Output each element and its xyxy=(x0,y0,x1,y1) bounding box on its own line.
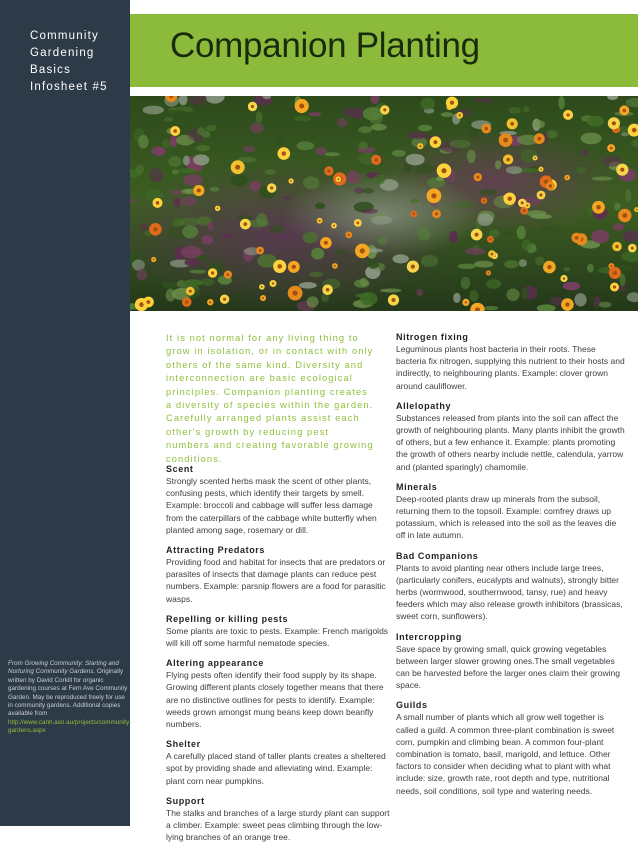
bloom-center xyxy=(147,300,151,304)
leaf-shape xyxy=(296,141,314,150)
bloom-center xyxy=(412,213,414,215)
leaf-shape xyxy=(201,278,214,286)
leaf-shape xyxy=(480,189,498,196)
leaf-shape xyxy=(311,248,324,260)
leaf-shape xyxy=(337,118,347,127)
leaf-shape xyxy=(206,125,217,131)
bloom-center xyxy=(337,178,339,180)
bloom-center xyxy=(243,222,247,226)
leaf-shape xyxy=(164,117,173,122)
leaf-shape xyxy=(250,181,261,191)
section-bad-companions xyxy=(396,550,626,623)
leaf-shape xyxy=(418,227,431,240)
bloom-center xyxy=(383,108,386,111)
bloom-center xyxy=(508,197,512,201)
sidebar xyxy=(0,0,130,826)
leaf-shape xyxy=(184,259,199,266)
leaf-shape xyxy=(256,111,263,123)
bloom-center xyxy=(153,227,157,231)
leaf-shape xyxy=(495,160,501,169)
bloom-center xyxy=(173,129,177,133)
leaf-shape xyxy=(406,154,425,166)
section-body: A small number of plants which all grow well together is called a guild. A common three-plant combination is sweet corn, pumpkin and climbing bean. A common four-plant combination is tomato, basil, marigold, and lettuce. Other factors to consider when deciding what to plant with what include: size, growth rate, root depth and type, nutritional needs, soil conditions, soil type and watering needs. xyxy=(396,711,626,796)
leaf-shape xyxy=(182,225,198,238)
bloom-center xyxy=(324,241,328,245)
leaf-shape xyxy=(563,282,580,291)
leaf-shape xyxy=(140,224,148,231)
section-heading: Support xyxy=(166,795,391,807)
leaf-shape xyxy=(162,139,170,148)
bloom-center xyxy=(476,176,479,179)
bloom-center xyxy=(563,277,566,280)
leaf-shape xyxy=(418,125,432,132)
leaf-shape xyxy=(174,198,180,208)
bloom-center xyxy=(348,234,350,236)
leaf-shape xyxy=(179,218,200,226)
leaf-shape xyxy=(303,176,320,189)
leaf-shape xyxy=(138,135,148,149)
bloom-center xyxy=(189,290,192,293)
leaf-shape xyxy=(621,132,629,136)
leaf-shape xyxy=(449,231,458,243)
bloom-center xyxy=(185,300,188,303)
section-heading: Intercropping xyxy=(396,631,626,643)
flower-garden-photo xyxy=(130,96,638,311)
section-repelling-pests xyxy=(166,613,391,649)
leaf-shape xyxy=(592,177,613,181)
credit-link[interactable]: http://www.canh.asn.au/projects/community-gardens.aspx xyxy=(8,719,128,736)
bloom-center xyxy=(319,220,321,222)
bloom-center xyxy=(360,248,365,253)
section-body: Some plants are toxic to pests. Example: French marigolds will kill off some harmful nematode species. xyxy=(166,625,391,649)
leaf-shape xyxy=(196,145,210,152)
bloom-center xyxy=(610,147,613,150)
bloom-center xyxy=(334,265,336,267)
leaf-shape xyxy=(410,199,419,204)
bloom-center xyxy=(272,282,274,284)
bloom-center xyxy=(485,127,488,130)
bloom-center xyxy=(539,193,542,196)
bloom-center xyxy=(217,207,219,209)
leaf-shape xyxy=(474,98,494,102)
leaf-shape xyxy=(371,216,392,225)
bloom-center xyxy=(523,209,526,212)
leaf-shape xyxy=(282,196,292,200)
page-title: Companion Planting xyxy=(170,26,480,66)
leaf-shape xyxy=(166,110,185,114)
section-heading: Guilds xyxy=(396,699,626,711)
leaf-shape xyxy=(335,249,348,255)
leaf-shape xyxy=(343,107,365,117)
leaf-shape xyxy=(393,254,409,263)
section-body: The stalks and branches of a large sturdy plant can support a climber. Example: sweet peas climbing through the low-lying branches of an orange tree. xyxy=(166,807,391,844)
leaf-shape xyxy=(243,146,255,153)
credit-note xyxy=(8,660,128,736)
bloom-center xyxy=(223,298,226,301)
section-heading: Nitrogen fixing xyxy=(396,331,626,343)
bloom-center xyxy=(613,271,617,275)
leaf-shape xyxy=(522,239,531,250)
leaf-shape xyxy=(185,189,191,193)
leaf-shape xyxy=(467,150,476,164)
leaf-shape xyxy=(613,223,624,230)
bloom-center xyxy=(565,302,569,306)
series-title xyxy=(30,28,125,96)
leaf-shape xyxy=(132,260,145,271)
leaf-shape xyxy=(180,197,197,206)
section-body: A carefully placed stand of taller plants creates a sheltered spot by providing shade and alleviating wind. Example: plant corn near pumpkins. xyxy=(166,750,391,787)
leaf-shape xyxy=(461,277,471,289)
leaf-shape xyxy=(168,156,181,167)
leaf-shape xyxy=(325,152,340,156)
leaf-shape xyxy=(421,98,435,110)
bloom-center xyxy=(433,140,437,144)
section-heading: Allelopathy xyxy=(396,400,626,412)
bloom-center xyxy=(197,189,201,193)
bloom-center xyxy=(459,114,461,116)
leaf-shape xyxy=(454,202,474,209)
leaf-shape xyxy=(183,156,190,166)
leaf-shape xyxy=(358,126,372,133)
leaf-shape xyxy=(465,248,486,255)
bloom-center xyxy=(465,301,467,303)
bloom-center xyxy=(636,209,638,211)
bloom-center xyxy=(282,151,286,155)
leaf-shape xyxy=(474,261,494,268)
bloom-center xyxy=(211,271,214,274)
section-guilds xyxy=(396,699,626,796)
leaf-shape xyxy=(309,112,322,116)
leaf-shape xyxy=(303,232,318,244)
leaf-shape xyxy=(150,168,163,182)
section-body: Flying pests often identify their food supply by its shape. Growing different plants closely together means that there are no distinctive outlines for pests to identify. Example: weeds grown amongst mung beans keep down beanfly numbers. xyxy=(166,669,391,730)
leaf-shape xyxy=(315,202,325,209)
leaf-shape xyxy=(250,123,264,134)
leaf-shape xyxy=(421,255,438,267)
leaf-shape xyxy=(136,269,147,281)
bloom-center xyxy=(261,286,263,288)
bloom-center xyxy=(615,245,618,248)
bloom-center xyxy=(488,272,490,274)
section-intercropping xyxy=(396,631,626,692)
leaf-shape xyxy=(582,150,588,156)
leaf-shape xyxy=(358,141,368,149)
leaf-shape xyxy=(231,175,248,186)
leaf-shape xyxy=(502,232,517,236)
bloom-center xyxy=(526,204,528,206)
leaf-shape xyxy=(477,213,493,226)
bloom-center xyxy=(632,128,637,133)
bloom-center xyxy=(153,259,155,261)
section-scent xyxy=(166,463,391,536)
leaf-shape xyxy=(449,140,471,149)
bloom-center xyxy=(435,212,438,215)
leaf-shape xyxy=(623,230,638,241)
leaf-shape xyxy=(361,209,378,214)
leaf-shape xyxy=(277,135,283,146)
leaf-shape xyxy=(453,293,460,303)
bloom-center xyxy=(613,285,616,288)
section-support xyxy=(166,795,391,844)
bloom-center xyxy=(623,109,627,113)
bloom-center xyxy=(510,122,514,126)
bloom-center xyxy=(450,101,454,105)
bloom-center xyxy=(566,113,569,116)
bloom-center xyxy=(610,265,612,267)
leaf-shape xyxy=(506,166,522,174)
leaf-shape xyxy=(143,106,164,115)
section-body: Deep-rooted plants draw up minerals from the subsoil, returning them to the topsoil. Example: comfrey draws up potassium, which is released into the soil as the leaves die off in late autumn. xyxy=(396,493,626,542)
leaf-shape xyxy=(587,116,604,127)
leaf-shape xyxy=(408,132,427,139)
leaf-shape xyxy=(162,281,177,289)
leaf-shape xyxy=(355,293,372,298)
bloom-center xyxy=(299,104,304,109)
leaf-shape xyxy=(202,235,214,244)
bloom-center xyxy=(251,105,254,108)
leaf-shape xyxy=(315,147,326,155)
section-body: Save space by growing small, quick growing vegetables between larger slower growing ones.The small vegetables can be harvested before the larger ones claim their growing space. xyxy=(396,643,626,692)
series-line: Community xyxy=(30,28,125,45)
leaf-shape xyxy=(519,259,527,267)
right-column xyxy=(396,331,626,805)
section-heading: Repelling or killing pests xyxy=(166,613,391,625)
bloom-center xyxy=(566,177,568,179)
leaf-shape xyxy=(517,226,526,240)
leaf-shape xyxy=(256,213,267,226)
leaf-shape xyxy=(378,236,388,245)
section-heading: Bad Companions xyxy=(396,550,626,562)
leaf-shape xyxy=(193,154,209,165)
bloom-center xyxy=(506,158,510,162)
leaf-shape xyxy=(415,164,435,174)
bloom-center xyxy=(620,168,624,172)
leaf-shape xyxy=(504,260,518,268)
section-heading: Shelter xyxy=(166,738,391,750)
leaf-shape xyxy=(625,189,631,202)
bloom-center xyxy=(575,236,579,240)
leaf-shape xyxy=(172,169,179,174)
leaf-shape xyxy=(521,288,528,300)
leaf-shape xyxy=(208,221,215,230)
bloom-center xyxy=(503,138,508,143)
bloom-center xyxy=(419,145,421,147)
leaf-shape xyxy=(558,96,564,109)
section-attracting-predators xyxy=(166,544,391,605)
bloom-center xyxy=(540,168,542,170)
leaf-shape xyxy=(178,168,195,173)
section-heading: Minerals xyxy=(396,481,626,493)
series-line: Infosheet #5 xyxy=(30,79,125,96)
leaf-shape xyxy=(523,106,530,112)
leaf-shape xyxy=(371,124,387,131)
bloom-center xyxy=(392,298,396,302)
bloom-center xyxy=(374,158,378,162)
bloom-center xyxy=(491,253,494,256)
bloom-center xyxy=(262,297,264,299)
bloom-center xyxy=(534,157,536,159)
leaf-shape xyxy=(346,171,361,184)
leaf-shape xyxy=(484,306,499,310)
leaf-shape xyxy=(183,174,202,185)
section-heading: Altering appearance xyxy=(166,657,391,669)
leaf-shape xyxy=(469,290,478,302)
intro-paragraph: It is not normal for any living thing to grow in isolation, or in contact with only others of the same kind. Diversity and interconnection are basic ecological principles. Companion planting creates a diversity of species within the garden. Carefully arranged plants assist each other's growth by reducing pest numbers and creating favorable growing conditions. xyxy=(166,332,376,466)
leaf-shape xyxy=(221,233,231,238)
section-heading: Attracting Predators xyxy=(166,544,391,556)
leaf-shape xyxy=(574,293,586,306)
leaf-shape xyxy=(458,264,476,269)
bloom-center xyxy=(259,249,262,252)
leaf-shape xyxy=(190,270,207,274)
section-body: Plants to avoid planting near others include large trees, (particularly conifers, eucalypts and walnuts), strongly bitter herbs (wormwood, southernwood, tansy, rue) and heavy feeders which may also release growth inhibitors (brassicas, sweet corn, sunflowers). xyxy=(396,562,626,623)
bloom-center xyxy=(631,247,634,250)
bloom-center xyxy=(475,233,479,237)
leaf-shape xyxy=(519,168,540,173)
bloom-center xyxy=(333,225,335,227)
bloom-center xyxy=(441,168,446,173)
leaf-shape xyxy=(576,167,586,173)
bloom-center xyxy=(612,121,616,125)
bloom-center xyxy=(293,291,298,296)
leaf-shape xyxy=(380,289,401,293)
bloom-center xyxy=(411,265,415,269)
bloom-center xyxy=(227,273,230,276)
bloom-center xyxy=(549,184,552,187)
leaf-shape xyxy=(599,302,611,308)
bloom-center xyxy=(356,222,359,225)
bloom-center xyxy=(290,180,292,182)
bloom-center xyxy=(596,205,601,210)
leaf-shape xyxy=(183,279,203,286)
bloom-center xyxy=(209,301,211,303)
bloom-center xyxy=(156,201,160,205)
leaf-shape xyxy=(441,112,453,117)
bloom-center xyxy=(270,186,273,189)
leaf-shape xyxy=(197,127,205,135)
section-body: Providing food and habitat for insects that are predators or parasites of insects that damage plants can reduce pest numbers. Example: parsnip flowers are a food for parasitic wasps. xyxy=(166,556,391,605)
leaf-shape xyxy=(486,279,501,289)
credit-source: From Growing Community: Starting and Nurturing Community Gardens. xyxy=(8,660,119,675)
leaf-shape xyxy=(368,259,380,269)
leaf-shape xyxy=(360,278,368,287)
bloom-center xyxy=(622,213,627,218)
leaf-shape xyxy=(591,230,609,244)
bloom-center xyxy=(483,200,485,202)
leaf-shape xyxy=(533,120,545,128)
leaf-shape xyxy=(587,264,594,273)
leaf-shape xyxy=(362,188,374,193)
leaf-shape xyxy=(294,116,311,122)
leaf-shape xyxy=(581,133,602,145)
leaf-shape xyxy=(181,246,202,259)
leaf-shape xyxy=(210,187,220,192)
bloom-center xyxy=(277,264,282,269)
bloom-center xyxy=(489,238,491,240)
leaf-shape xyxy=(416,289,422,296)
bloom-center xyxy=(235,165,240,170)
section-heading: Scent xyxy=(166,463,391,475)
section-body: Leguminous plants host bacteria in their roots. These bacteria fix nitrogen, supplying this nutrient to their hosts and indirectly, to neighbouring plants. Example: clover grown around cauliflower. xyxy=(396,343,626,392)
section-altering-appearance xyxy=(166,657,391,730)
leaf-shape xyxy=(392,150,406,157)
series-line: Basics xyxy=(30,62,125,79)
section-body: Strongly scented herbs mask the scent of other plants, confusing pests, which identify their targets by smell. Example: broccoli and cabbage will suffer less damage from the caterpillars of the cabbage white butterfly when planted among sage, rosemary or dill. xyxy=(166,475,391,536)
bloom-center xyxy=(292,265,296,269)
leaf-shape xyxy=(508,107,520,114)
leaf-shape xyxy=(614,203,621,211)
bloom-center xyxy=(326,288,330,292)
leaf-shape xyxy=(469,128,478,137)
section-shelter xyxy=(166,738,391,787)
leaf-shape xyxy=(539,227,560,231)
bloom-center xyxy=(521,201,524,204)
series-line: Gardening xyxy=(30,45,125,62)
leaf-shape xyxy=(307,296,319,307)
leaf-shape xyxy=(309,272,323,277)
leaf-shape xyxy=(171,190,183,195)
leaf-shape xyxy=(535,257,545,266)
leaf-shape xyxy=(270,225,285,234)
bloom-center xyxy=(537,137,541,141)
section-minerals xyxy=(396,481,626,542)
section-body: Substances released from plants into the soil can affect the growth of neighbouring plants. Many plants inhibit the growth of others, but a few enhance it. Example: plants promoting the growth of others nearby include nettle, calendula, yarrow and (planted sparingly) chamomile. xyxy=(396,412,626,473)
leaf-shape xyxy=(526,210,546,216)
leaf-shape xyxy=(373,174,385,184)
leaf-shape xyxy=(152,147,166,156)
leaf-shape xyxy=(299,282,317,289)
leaf-shape xyxy=(136,165,144,174)
credit-body: Originally written by David Corkill for organic gardening courses at Fern Ave Community Garden. May be reproduced freely for use in community gardens. Additional copies available from xyxy=(8,668,127,717)
section-nitrogen-fixing xyxy=(396,331,626,392)
leaf-shape xyxy=(506,289,519,302)
left-column xyxy=(166,463,391,851)
leaf-shape xyxy=(181,127,189,133)
bloom-center xyxy=(327,169,330,172)
bloom-center xyxy=(431,193,436,198)
leaf-shape xyxy=(265,169,276,175)
leaf-shape xyxy=(563,267,570,271)
section-allelopathy xyxy=(396,400,626,473)
bloom-center xyxy=(547,265,551,269)
title-banner xyxy=(130,14,638,87)
